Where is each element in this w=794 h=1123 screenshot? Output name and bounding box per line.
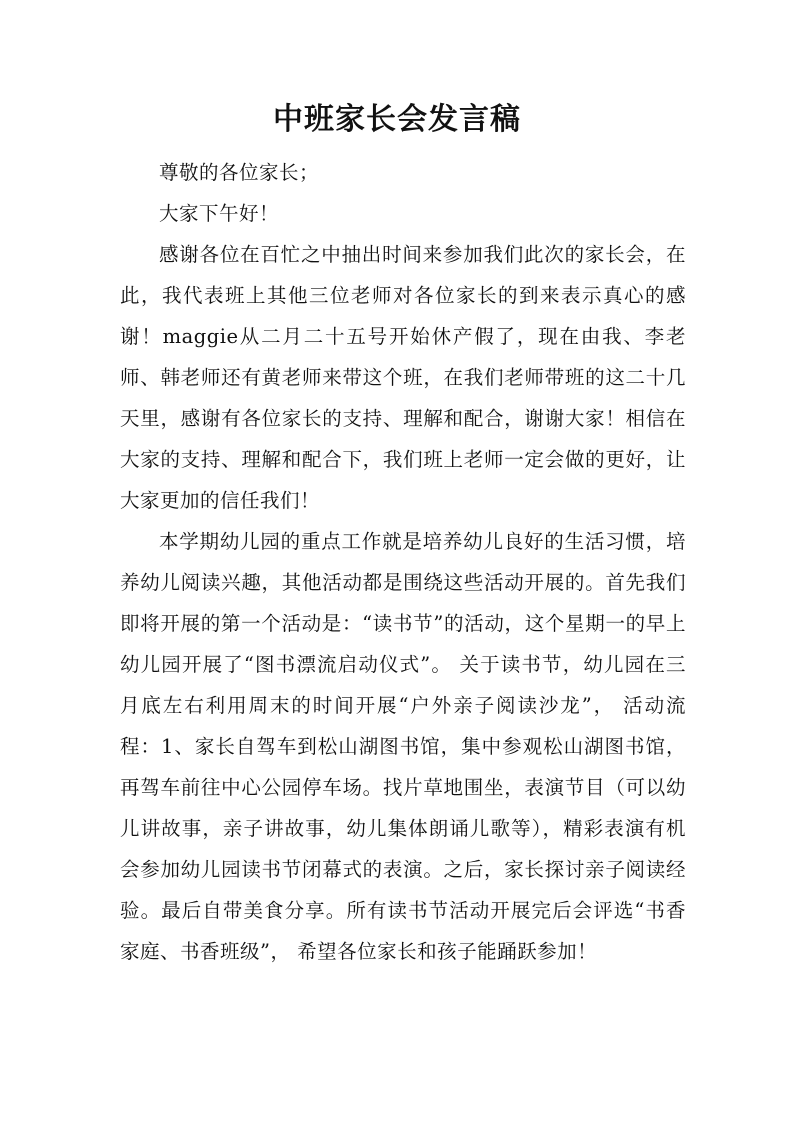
paragraph-thanks: 感谢各位在百忙之中抽出时间来参加我们此次的家长会，在此，我代表班上其他三位老师对各位家长的到来表示真心的感谢！maggie从二月二十五号开始休产假了，现在由我、李老师、韩老师还有黄老师来带这个班，在我们老师带班的这二十几天里，感谢有各位家长的支持、理解和配合，谢谢大家！相信在大家的支持、理解和配合下，我们班上老师一定会做的更好，让大家更加的信任我们！	[120, 243, 686, 512]
document-title: 中班家长会发言稿	[273, 102, 521, 137]
greeting: 大家下午好！	[159, 202, 280, 225]
salutation: 尊敬的各位家长；	[159, 161, 320, 184]
document-body	[120, 152, 686, 972]
paragraph-reading-festival: 本学期幼儿园的重点工作就是培养幼儿良好的生活习惯，培养幼儿阅读兴趣，其他活动都是围绕这些活动开展的。首先我们即将开展的第一个活动是：“读书节”的活动，这个星期一的早上幼儿园开展了“图书漂流启动仪式”。 关于读书节，幼儿园在三月底左右利用周末的时间开展“户外亲子阅读沙龙”， 活动流程：1、家长自驾车到松山湖图书馆，集中参观松山湖图书馆，再驾车前往中心公园停车场。找片草地围坐，表演节目（可以幼儿讲故事，亲子讲故事，幼儿集体朗诵儿歌等），精彩表演有机会参加幼儿园读书节闭幕式的表演。之后，家长探讨亲子阅读经验。最后自带美食分享。所有读书节活动开展完后会评选“书香家庭、书香班级”， 希望各位家长和孩子能踊跃参加！	[120, 530, 686, 963]
